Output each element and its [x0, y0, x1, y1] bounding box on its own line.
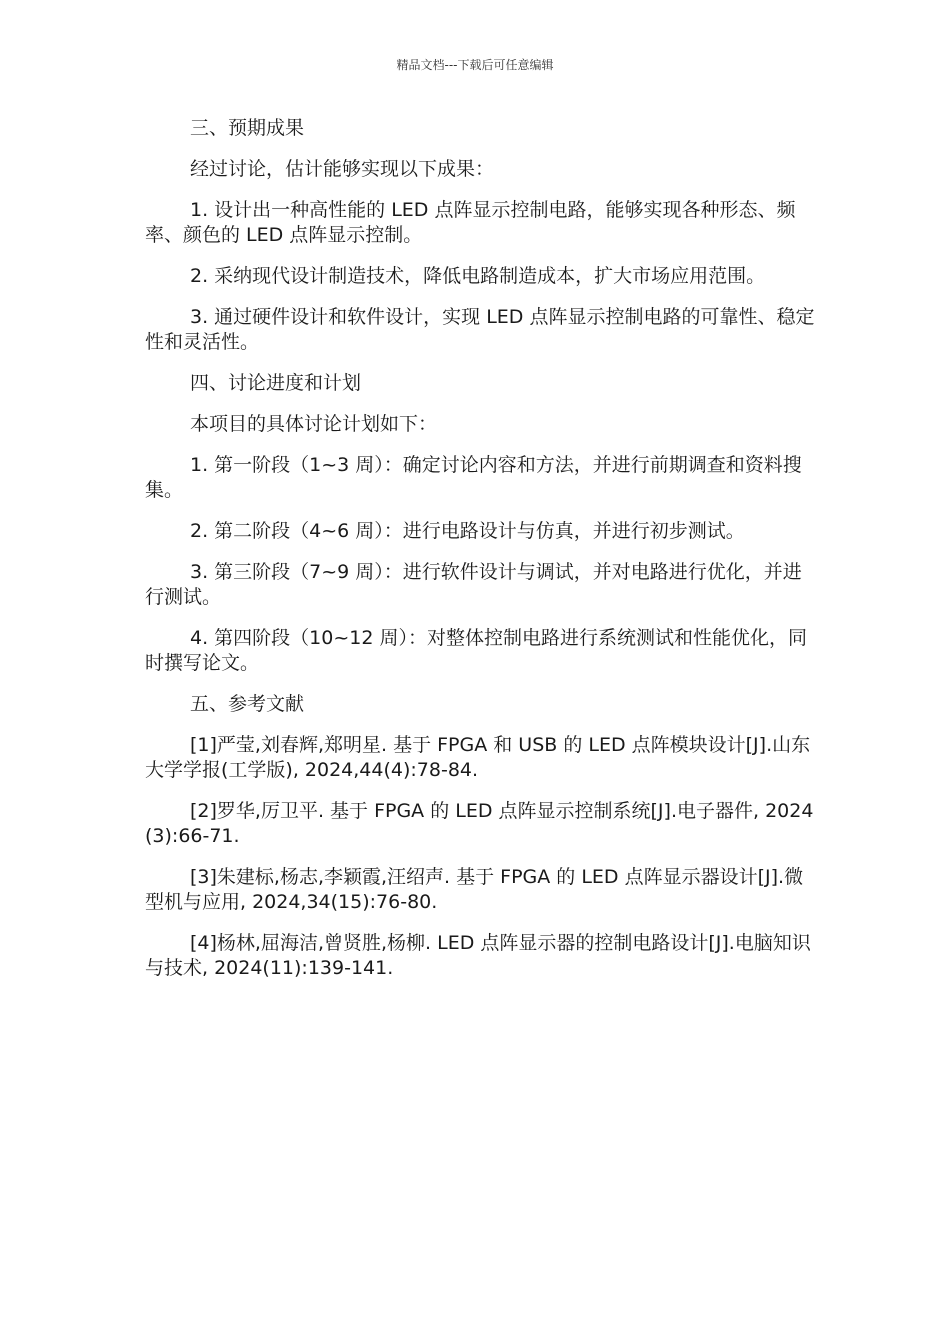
- schedule-item-1: 1. 第一阶段（1~3 周）：确定讨论内容和方法，并进行前期调查和资料搜集。: [145, 454, 802, 501]
- schedule-item-3: 3. 第三阶段（7~9 周）：进行软件设计与调试，并对电路进行优化，并进行测试。: [145, 561, 802, 608]
- reference-item-4: [4]杨林,屈海洁,曾贤胜,杨柳. LED 点阵显示器的控制电路设计[J].电脑知识与技术, 2024(11):139-141.: [145, 932, 811, 979]
- paragraph-intro-schedule: 本项目的具体讨论计划如下：: [190, 413, 438, 435]
- document-body: [145, 116, 817, 997]
- paragraph-intro-outcomes: 经过讨论，估计能够实现以下成果：: [190, 158, 495, 180]
- outcome-item-1: 1. 设计出一种高性能的 LED 点阵显示控制电路，能够实现各种形态、频率、颜色的 LED 点阵显示控制。: [145, 199, 796, 246]
- outcome-item-3: 3. 通过硬件设计和软件设计，实现 LED 点阵显示控制电路的可靠性、稳定性和灵活性。: [145, 306, 815, 353]
- schedule-item-2: 2. 第二阶段（4~6 周）：进行电路设计与仿真，并进行初步测试。: [190, 520, 745, 542]
- reference-item-2: [2]罗华,厉卫平. 基于 FPGA 的 LED 点阵显示控制系统[J].电子器件, 2024(3):66-71.: [145, 800, 814, 847]
- page-header: 精品文档---下载后可任意编辑: [396, 58, 554, 72]
- section-heading-outcomes: 三、预期成果: [190, 117, 305, 139]
- schedule-item-4: 4. 第四阶段（10~12 周）：对整体控制电路进行系统测试和性能优化，同时撰写论文。: [145, 627, 807, 674]
- section-heading-references: 五、参考文献: [190, 693, 305, 715]
- reference-item-1: [1]严莹,刘春辉,郑明星. 基于 FPGA 和 USB 的 LED 点阵模块设计[J].山东大学学报(工学版), 2024,44(4):78-84.: [145, 734, 811, 781]
- reference-item-3: [3]朱建标,杨志,李颖霞,汪绍声. 基于 FPGA 的 LED 点阵显示器设计[J].微型机与应用, 2024,34(15):76-80.: [145, 866, 804, 913]
- outcome-item-2: 2. 采纳现代设计制造技术，降低电路制造成本，扩大市场应用范围。: [190, 265, 766, 287]
- section-heading-schedule: 四、讨论进度和计划: [190, 372, 362, 394]
